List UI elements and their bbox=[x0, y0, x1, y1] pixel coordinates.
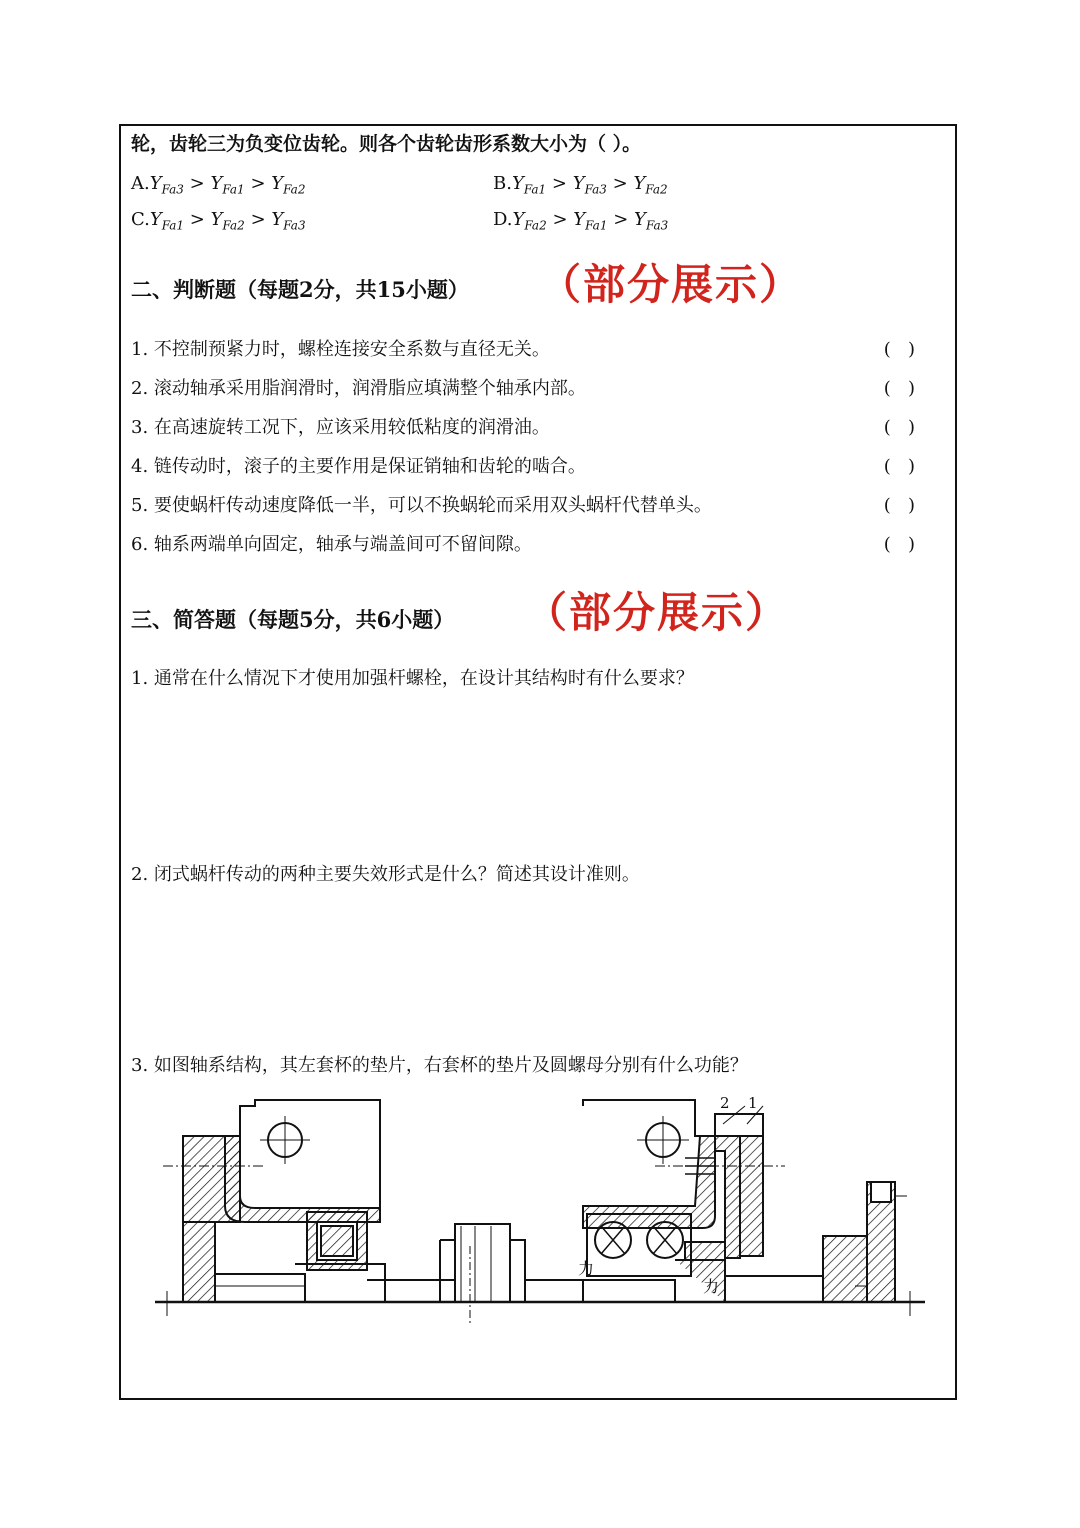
tf-blank-1[interactable]: ( ) bbox=[883, 339, 915, 360]
tf-blank-6[interactable]: ( ) bbox=[883, 534, 915, 555]
right-gear-hub bbox=[823, 1236, 867, 1302]
tf-blank-5[interactable]: ( ) bbox=[883, 495, 915, 516]
section3-partial-stamp: （部分展示） bbox=[525, 588, 790, 637]
shaft-system-diagram bbox=[155, 1096, 925, 1328]
tf-item-5: 5. 要使蜗杆传动速度降低一半，可以不换蜗轮而采用双头蜗杆代替单头。 bbox=[131, 495, 712, 516]
short-answer-2: 2. 闭式蜗杆传动的两种主要失效形式是什么？简述其设计准则。 bbox=[131, 864, 640, 885]
mc-option-a: $A.Y_{Fa3} > Y_{Fa1} > Y_{Fa2}$ bbox=[131, 173, 306, 197]
section3-heading: 三、简答题（每题5分，共6小题） bbox=[131, 607, 455, 632]
tf-blank-3[interactable]: ( ) bbox=[883, 417, 915, 438]
tf-item-3: 3. 在高速旋转工况下，应该采用较低粘度的润滑油。 bbox=[131, 417, 550, 438]
section2-heading: 二、判断题（每题2分，共15小题） bbox=[131, 277, 469, 302]
right-end-cap bbox=[740, 1136, 763, 1256]
tf-blank-4[interactable]: ( ) bbox=[883, 456, 915, 477]
diagram-label-1: 1 bbox=[748, 1096, 758, 1112]
exam-page bbox=[119, 124, 957, 1400]
tf-item-1: 1. 不控制预紧力时，螺栓连接安全系数与直径无关。 bbox=[131, 339, 550, 360]
tf-item-2: 2. 滚动轴承采用脂润滑时，润滑脂应填满整个轴承内部。 bbox=[131, 378, 586, 399]
diagram-label-force-left: 力 bbox=[578, 1259, 595, 1278]
diagram-label-force-right: 力 bbox=[703, 1277, 720, 1296]
mc-question-tail: 轮，齿轮三为负变位齿轮。则各个齿轮齿形系数大小为（ ）。 bbox=[131, 133, 642, 155]
diagram-label-2: 2 bbox=[720, 1096, 730, 1112]
tf-item-4: 4. 链传动时，滚子的主要作用是保证销轴和齿轮的啮合。 bbox=[131, 456, 586, 477]
short-answer-1: 1. 通常在什么情况下才使用加强杆螺栓，在设计其结构时有什么要求？ bbox=[131, 668, 694, 689]
right-gasket-1 bbox=[715, 1136, 740, 1258]
section2-partial-stamp: （部分展示） bbox=[539, 260, 804, 309]
mc-option-c: $C.Y_{Fa1} > Y_{Fa2} > Y_{Fa3}$ bbox=[131, 209, 306, 233]
tf-item-6: 6. 轴系两端单向固定，轴承与端盖间可不留间隙。 bbox=[131, 534, 532, 555]
short-answer-3: 3. 如图轴系结构，其左套杯的垫片，右套杯的垫片及圆螺母分别有什么功能？ bbox=[131, 1055, 748, 1076]
tf-blank-2[interactable]: ( ) bbox=[883, 378, 915, 399]
mc-option-d: $D.Y_{Fa2} > Y_{Fa1} > Y_{Fa3}$ bbox=[493, 209, 669, 233]
mc-option-b: $B.Y_{Fa1} > Y_{Fa3} > Y_{Fa2}$ bbox=[493, 173, 668, 197]
left-cup bbox=[213, 1136, 380, 1222]
